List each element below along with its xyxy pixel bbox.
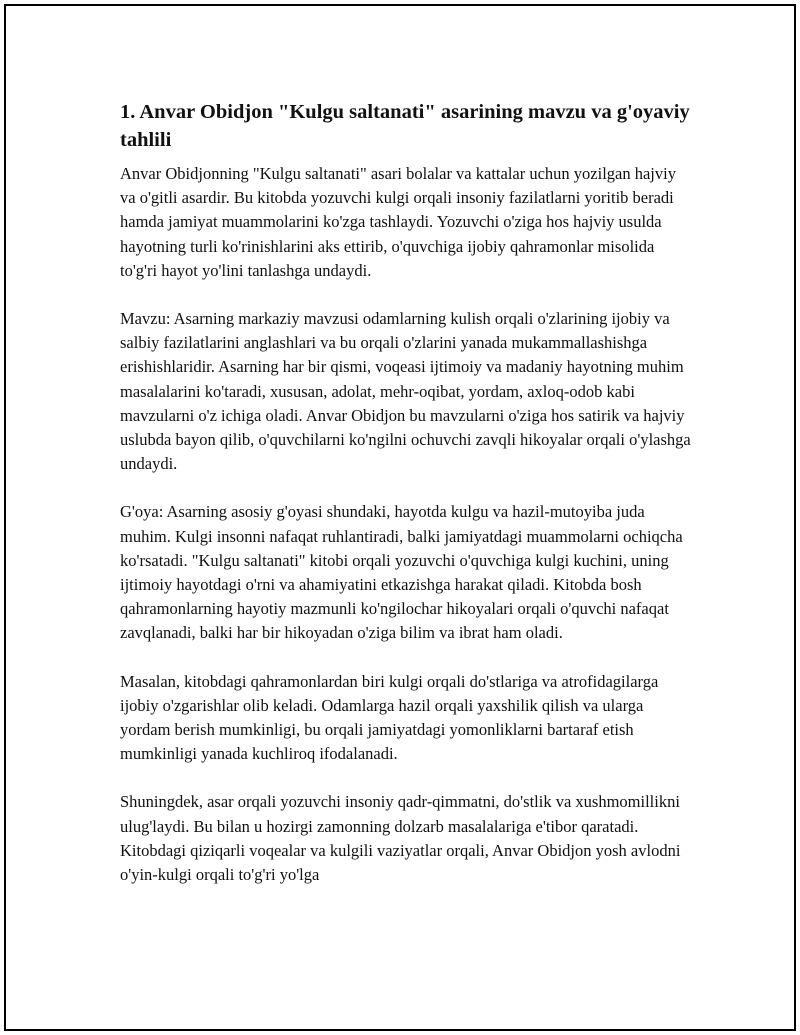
document-page	[4, 4, 796, 1031]
paragraph-conclusion: Shuningdek, asar orqali yozuvchi insoniy qadr-qimmatni, do'stlik va xushmomillikni ulug'laydi. Bu bilan u hozirgi zamonning dolzarb masalalariga e'tibor qaratadi. Kitobdagi qiziqarli voqealar va kulgili vaziyatlar orqali, Anvar Obidjon yosh avlodni o'yin-kulgi orqali to'g'ri yo'lga	[120, 792, 681, 885]
paragraph-example: Masalan, kitobdagi qahramonlardan biri kulgi orqali do'stlariga va atrofidagilarga ijobiy o'zgarishlar olib keladi. Odamlarga hazil orqali yaxshilik qilish va ularga yordam berish mumkinligi, bu orqali jamiyatdagi yomonliklarni bartaraf etish mumkinligi yanada kuchliroq ifodalanadi.	[120, 671, 659, 764]
document-body	[120, 98, 694, 911]
paragraph-theme: Mavzu: Asarning markaziy mavzusi odamlarning kulish orqali o'zlarining ijobiy va salbiy fazilatlarini anglashlari va bu orqali o'zlarini yanada mukammallashishga erishishlaridir. Asarning har bir qismi, voqeasi ijtimoiy va madaniy hayotning muhim masalalarini ko'taradi, xususan, adolat, mehr-oqibat, yordam, axloq-odob kabi mavzularni o'z ichiga oladi. Anvar Obidjon bu mavzularni o'ziga hos satirik va hajviy uslubda bayon qilib, o'quvchilarni ko'ngilni ochuvchi zavqli hikoyalar orqali o'ylashga undaydi.	[120, 309, 691, 474]
paragraph-idea: G'oya: Asarning asosiy g'oyasi shundaki, hayotda kulgu va hazil-mutoyiba juda muhim. Kulgi insonni nafaqat ruhlantiradi, balki jamiyatdagi muammolarni ochiqcha ko'rsatadi. "Kulgu saltanati" kitobi orqali yozuvchi o'quvchiga kulgi kuchini, uning ijtimoiy hayotdagi o'rni va ahamiyatini etkazishga harakat qiladi. Kitobda bosh qahramonlarning hayotiy mazmunli ko'ngilochar hikoyalari orqali o'quvchi nafaqat zavqlanadi, balki har bir hikoyadan o'ziga bilim va ibrat ham oladi.	[120, 502, 683, 643]
document-title: 1. Anvar Obidjon "Kulgu saltanati" asarining mavzu va g'oyaviy tahlili	[120, 101, 690, 151]
paragraph-intro: Anvar Obidjonning "Kulgu saltanati" asari bolalar va kattalar uchun yozilgan hajviy va o'gitli asardir. Bu kitobda yozuvchi kulgi orqali insoniy fazilatlarni yoritib beradi hamda jamiyat muammolarini ko'zga tashlaydi. Yozuvchi o'ziga hos hajviy usulda hayotning turli ko'rinishlarini aks ettirib, o'quvchiga ijobiy qahramonlar misolida to'g'ri hayot yo'lini tanlashga undaydi.	[120, 164, 676, 280]
